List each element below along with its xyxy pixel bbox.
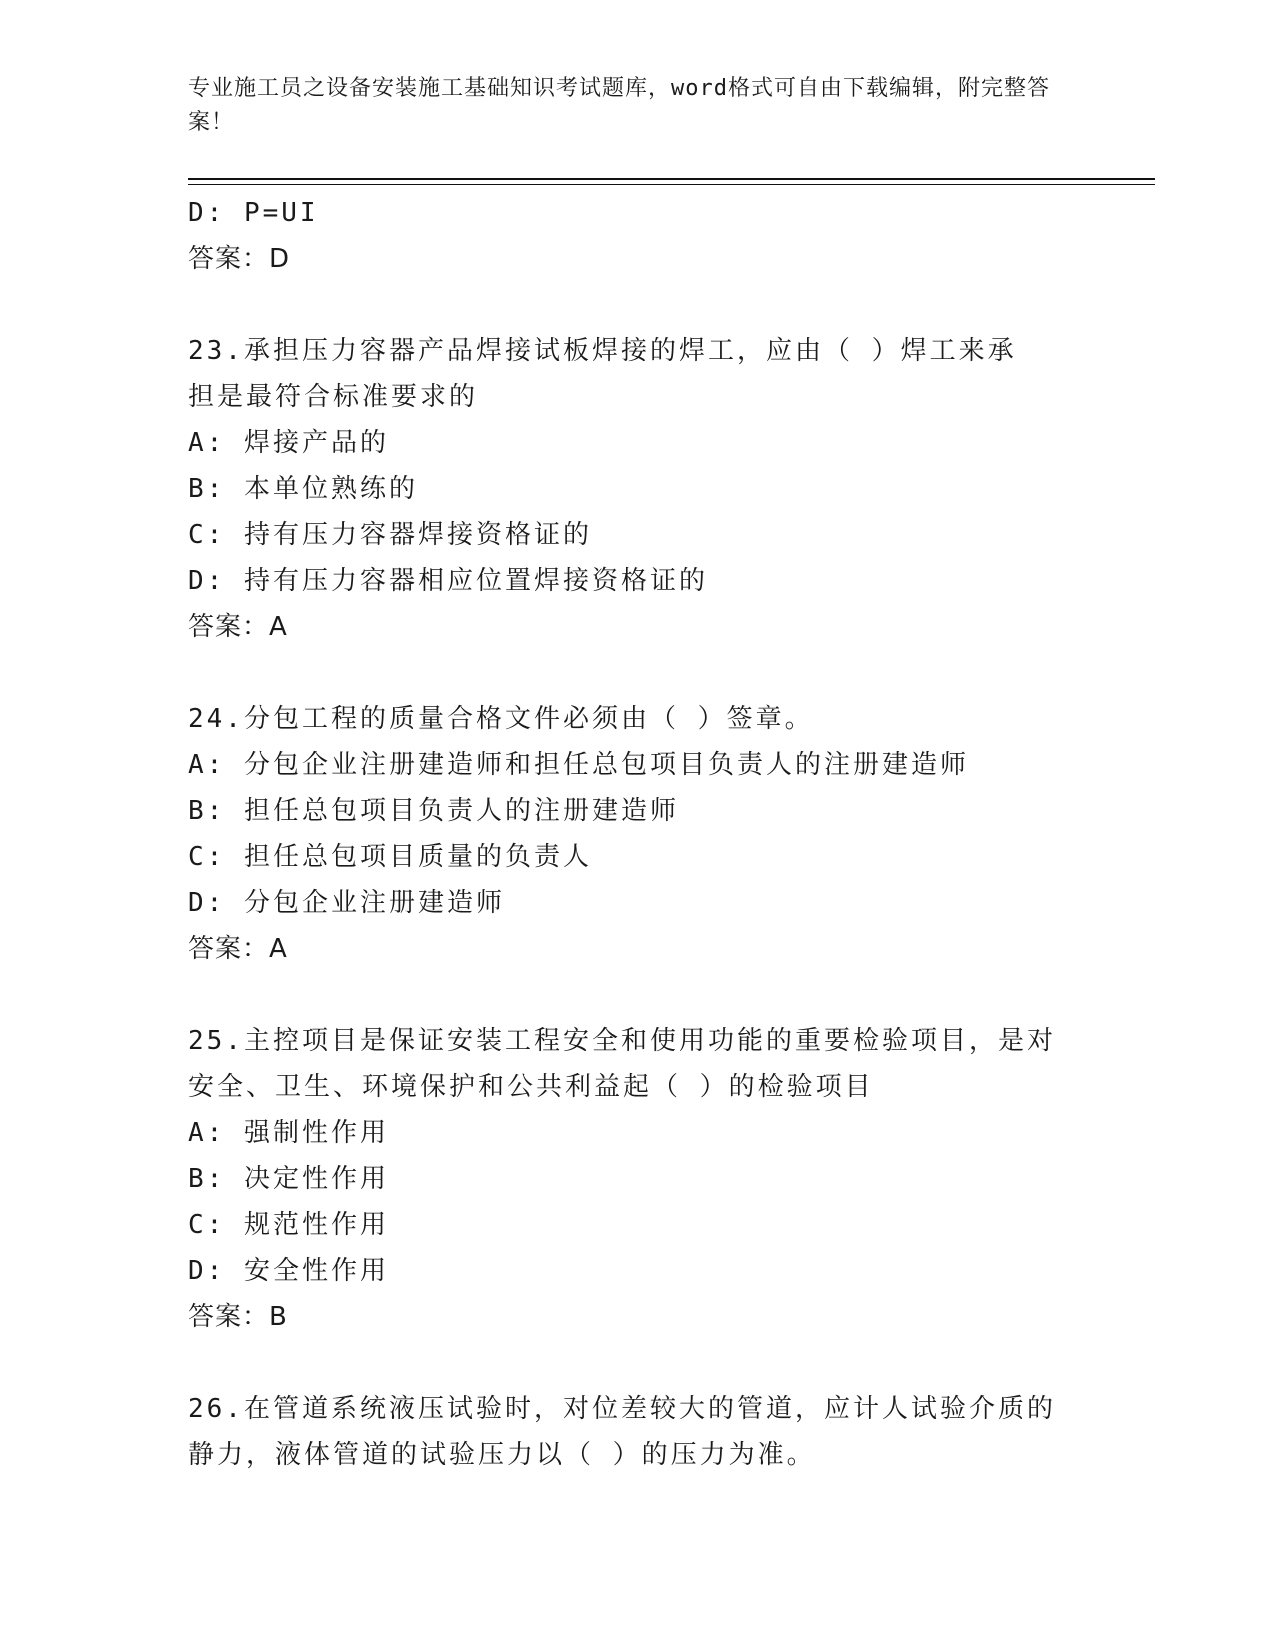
option-d: D: P=UI — [188, 198, 319, 228]
answer: 答案：A — [188, 612, 288, 642]
question-text: 24.分包工程的质量合格文件必须由（ ）签章。 — [188, 704, 814, 734]
question-text: 23.承担压力容器产品焊接试板焊接的焊工，应由（ ）焊工来承担是最符合标准要求的 — [188, 336, 1017, 412]
question-text: 26.在管道系统液压试验时，对位差较大的管道，应计人试验介质的静力，液体管道的试验压力以（ ）的压力为准。 — [188, 1394, 1056, 1470]
header-divider — [188, 178, 1155, 180]
option-b: B: 担任总包项目负责人的注册建造师 — [188, 796, 679, 826]
option-a: A: 强制性作用 — [188, 1118, 389, 1148]
document-header: 专业施工员之设备安装施工基础知识考试题库，word格式可自由下载编辑，附完整答案！ — [188, 76, 1050, 135]
option-c: C: 担任总包项目质量的负责人 — [188, 842, 592, 872]
option-b: B: 本单位熟练的 — [188, 474, 418, 504]
spacer — [188, 972, 1088, 1018]
option-c: C: 规范性作用 — [188, 1210, 389, 1240]
header-divider-thin — [188, 184, 1155, 185]
option-d: D: 安全性作用 — [188, 1256, 389, 1286]
question-text: 25.主控项目是保证安装工程安全和使用功能的重要检验项目，是对安全、卫生、环境保护和公共利益起（ ）的检验项目 — [188, 1026, 1056, 1102]
option-b: B: 决定性作用 — [188, 1164, 389, 1194]
option-a: A: 焊接产品的 — [188, 428, 389, 458]
option-c: C: 持有压力容器焊接资格证的 — [188, 520, 592, 550]
option-d: D: 持有压力容器相应位置焊接资格证的 — [188, 566, 708, 596]
spacer — [188, 1340, 1088, 1386]
spacer — [188, 650, 1088, 696]
answer: 答案：B — [188, 1302, 288, 1332]
option-d: D: 分包企业注册建造师 — [188, 888, 505, 918]
answer: 答案：A — [188, 934, 288, 964]
question-list — [188, 190, 1088, 1478]
option-a: A: 分包企业注册建造师和担任总包项目负责人的注册建造师 — [188, 750, 969, 780]
answer: 答案：D — [188, 244, 291, 274]
spacer — [188, 282, 1088, 328]
